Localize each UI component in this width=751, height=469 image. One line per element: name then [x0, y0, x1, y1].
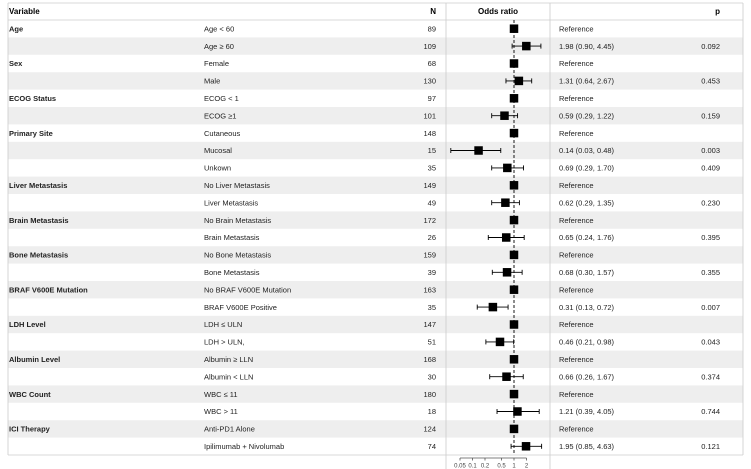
x-tick-label: 1 [512, 463, 516, 469]
row-level: Bone Metastasis [204, 268, 260, 277]
row-p-value: 0.230 [701, 198, 720, 208]
row-estimate-label: Reference [559, 215, 594, 225]
row-level: Ipilimumab + Nivolumab [204, 442, 285, 451]
x-tick-label: 0.2 [480, 463, 490, 469]
row-p-value: 0.395 [701, 233, 720, 243]
row-variable: ICI Therapy [9, 424, 50, 434]
point-estimate [510, 355, 519, 364]
row-level: BRAF V600E Positive [204, 302, 277, 312]
row-n: 149 [423, 181, 436, 190]
row-level: Male [204, 76, 221, 86]
row-level: Female [204, 59, 230, 69]
row-p-value: 0.121 [701, 442, 720, 451]
row-shade [8, 385, 743, 402]
point-estimate [510, 425, 519, 434]
row-shade [8, 316, 743, 333]
point-estimate [503, 164, 512, 173]
point-estimate [510, 59, 519, 68]
row-p-value: 0.355 [701, 268, 720, 277]
header-variable: Variable [9, 7, 40, 16]
row-n: 26 [427, 233, 436, 243]
point-estimate [510, 390, 519, 399]
row-estimate-label: 1.21 (0.39, 4.05) [559, 407, 615, 417]
row-n: 35 [427, 163, 436, 173]
row-level: LDH > ULN, [204, 337, 245, 347]
row-level: Albumin ≥ LLN [204, 355, 254, 364]
row-p-value: 0.453 [701, 76, 720, 86]
row-shade [8, 72, 743, 89]
point-estimate [510, 320, 519, 329]
row-n: 168 [423, 355, 436, 364]
row-level: WBC ≤ 11 [204, 389, 238, 399]
row-estimate-label: Reference [559, 94, 594, 103]
row-estimate-label: Reference [559, 250, 594, 260]
row-estimate-label: Reference [559, 128, 594, 138]
x-tick-label: 0.5 [497, 463, 506, 469]
row-shade [8, 177, 743, 194]
row-p-value: 0.003 [701, 146, 720, 156]
header-p: p [715, 7, 720, 16]
row-n: 89 [427, 24, 436, 34]
row-estimate-label: 0.62 (0.29, 1.35) [559, 198, 615, 208]
row-n: 68 [427, 59, 436, 69]
row-n: 180 [423, 389, 436, 399]
row-shade [8, 420, 743, 437]
point-estimate [502, 233, 511, 242]
row-p-value: 0.092 [701, 41, 720, 51]
row-n: 163 [423, 285, 436, 295]
row-level: ECOG ≥1 [204, 111, 237, 121]
row-level: Brain Metastasis [204, 233, 260, 243]
row-variable: WBC Count [9, 389, 51, 399]
row-estimate-label: Reference [559, 24, 594, 34]
point-estimate [522, 42, 531, 51]
row-p-value: 0.744 [701, 407, 720, 417]
point-estimate [510, 251, 519, 260]
row-n: 148 [423, 128, 436, 138]
header-odds-ratio: Odds ratio [477, 7, 519, 16]
row-level: No Brain Metastasis [204, 215, 272, 225]
row-n: 15 [427, 146, 436, 156]
row-n: 74 [427, 442, 436, 451]
row-n: 39 [427, 268, 436, 277]
point-estimate [510, 181, 519, 190]
row-variable: BRAF V600E Mutation [9, 285, 88, 295]
row-p-value: 0.007 [701, 302, 720, 312]
row-n: 101 [423, 111, 436, 121]
point-estimate [510, 94, 519, 103]
row-level: No Liver Metastasis [204, 181, 270, 190]
point-estimate [510, 24, 519, 33]
row-estimate-label: 0.66 (0.26, 1.67) [559, 372, 615, 382]
row-estimate-label: 0.31 (0.13, 0.72) [559, 302, 615, 312]
header-n: N [430, 7, 436, 16]
row-p-value: 0.159 [701, 111, 720, 121]
row-variable: Bone Metastasis [9, 250, 69, 260]
row-estimate-label: 0.59 (0.29, 1.22) [559, 111, 615, 121]
row-estimate-label: 0.46 (0.21, 0.98) [559, 337, 615, 347]
row-shade [8, 37, 743, 54]
x-axis [454, 458, 529, 469]
row-estimate-label: 1.95 (0.85, 4.63) [559, 442, 615, 451]
row-n: 18 [427, 407, 436, 417]
row-n: 130 [423, 76, 436, 86]
row-n: 97 [427, 94, 436, 103]
row-level: Mucosal [204, 146, 232, 156]
row-variable: Age [9, 24, 24, 34]
point-estimate [510, 216, 519, 225]
row-shade [8, 246, 743, 263]
row-level: Albumin < LLN [204, 372, 254, 382]
row-variable: Albumin Level [9, 355, 61, 364]
row-n: 147 [423, 320, 436, 330]
row-p-value: 0.409 [701, 163, 720, 173]
row-variable: ECOG Status [9, 94, 57, 103]
row-n: 172 [423, 215, 436, 225]
point-estimate [510, 129, 519, 138]
point-estimate [501, 198, 510, 207]
row-level: Cutaneous [204, 128, 241, 138]
row-variable: Primary Site [9, 128, 53, 138]
row-estimate-label: 1.31 (0.64, 2.67) [559, 76, 615, 86]
row-estimate-label: 1.98 (0.90, 4.45) [559, 41, 615, 51]
row-variable: Brain Metastasis [9, 215, 69, 225]
point-estimate [503, 268, 512, 277]
row-level: Liver Metastasis [204, 198, 259, 208]
row-shading [8, 37, 743, 437]
row-n: 35 [427, 302, 436, 312]
row-level: Age ≥ 60 [204, 41, 234, 51]
row-estimate-label: 0.69 (0.29, 1.70) [559, 163, 615, 173]
point-estimate [474, 146, 483, 155]
row-level: Unkown [204, 163, 232, 173]
row-estimate-label: 0.14 (0.03, 0.48) [559, 146, 615, 156]
row-level: Anti-PD1 Alone [204, 424, 255, 434]
x-tick-label: 0.05 [454, 463, 466, 469]
row-estimate-label: 0.68 (0.30, 1.57) [559, 268, 615, 277]
row-n: 30 [427, 372, 436, 382]
point-estimate [513, 407, 522, 416]
row-n: 109 [423, 41, 436, 51]
x-tick-label: 0.1 [468, 463, 477, 469]
row-estimate-label: 0.65 (0.24, 1.76) [559, 233, 615, 243]
x-tick-label: 2 [524, 463, 529, 469]
table-header [9, 7, 720, 16]
row-level: No BRAF V600E Mutation [204, 285, 292, 295]
row-estimate-label: Reference [559, 355, 594, 364]
row-estimate-label: Reference [559, 59, 594, 69]
point-estimate [515, 77, 524, 86]
point-estimate [489, 303, 498, 312]
row-n: 124 [423, 424, 436, 434]
row-p-value: 0.374 [701, 372, 720, 382]
row-level: Age < 60 [204, 24, 235, 34]
row-shade [8, 281, 743, 298]
point-estimate [496, 338, 505, 347]
point-estimate [510, 285, 519, 294]
row-estimate-label: Reference [559, 389, 594, 399]
row-level: ECOG < 1 [204, 94, 239, 103]
row-estimate-label: Reference [559, 285, 594, 295]
row-shade [8, 351, 743, 368]
row-variable: Liver Metastasis [9, 181, 68, 190]
row-estimate-label: Reference [559, 424, 594, 434]
row-shade [8, 107, 743, 124]
row-shade [8, 142, 743, 159]
point-estimate [502, 372, 511, 381]
row-n: 49 [427, 198, 436, 208]
row-level: LDH ≤ ULN [204, 320, 243, 330]
point-estimate [500, 111, 509, 120]
row-variable: LDH Level [9, 320, 46, 330]
row-level: WBC > 11 [204, 407, 238, 417]
row-estimate-label: Reference [559, 320, 594, 330]
row-variable: Sex [9, 59, 23, 69]
row-estimate-label: Reference [559, 181, 594, 190]
point-estimate [522, 442, 531, 451]
row-n: 159 [423, 250, 436, 260]
row-shade [8, 211, 743, 228]
row-level: No Bone Metastasis [204, 250, 272, 260]
row-p-value: 0.043 [701, 337, 720, 347]
row-n: 51 [427, 337, 436, 347]
